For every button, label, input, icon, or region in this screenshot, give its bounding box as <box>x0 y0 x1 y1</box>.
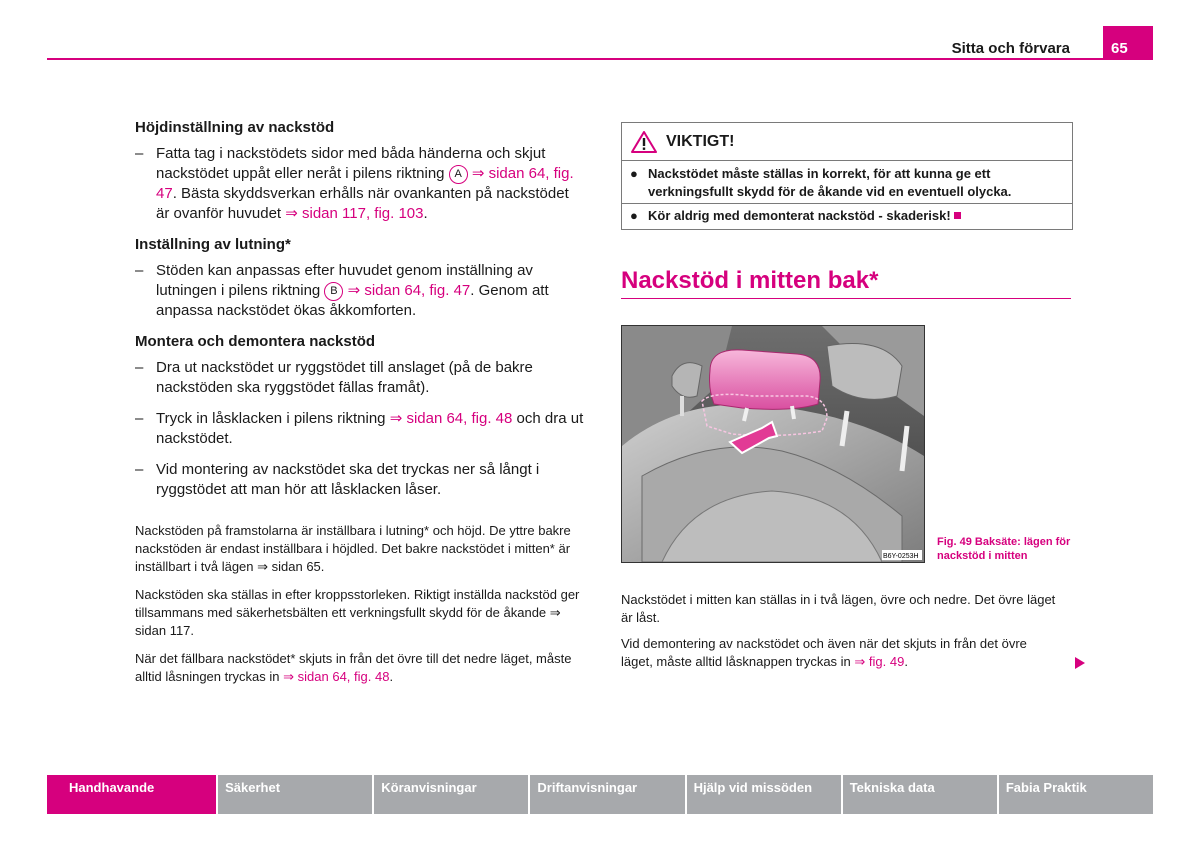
list-item: – Fatta tag i nackstödets sidor med båda händerna och skjut nackstödet uppåt eller neråt i pilens riktning A ⇒ sidan 64, fig. 47. Bästa skyddsverkan erhålls när ovankanten på nackstödet är ovanför huvudet ⇒ sidan 117, fig. 103. <box>135 145 574 222</box>
warning-bullet: ● Nackstödet måste ställas in korrekt, för att kunna ge ett verkningsfullt skydd för de åkande vid en eventuell olycka. <box>630 166 1012 199</box>
note-paragraph: När det fällbara nackstödet* skjuts in från det övre till det nedre läget, måste alltid låsningen tryckas in ⇒ sidan 64, fig. 48. <box>135 651 572 684</box>
tab-driftanvisningar[interactable]: Driftanvisningar <box>530 775 684 814</box>
warning-bullet: ● Kör aldrig med demonterat nackstöd - skaderisk! <box>628 207 1064 225</box>
cross-reference-link[interactable]: ⇒ sidan 64, fig. 48 <box>389 410 513 427</box>
heading-height-adjustment: Höjdinställning av nackstöd <box>135 119 335 136</box>
left-column <box>135 118 585 696</box>
tab-hjalp-vid-missoden[interactable]: Hjälp vid missöden <box>687 775 841 814</box>
figure-49-rear-seat <box>621 325 925 563</box>
cross-reference-link[interactable]: ⇒ sidan 64, fig. 47 <box>156 165 574 202</box>
figure-caption: Fig. 49 Baksäte: lägen för nackstöd i mitten <box>937 536 1071 562</box>
tab-tekniska-data[interactable]: Tekniska data <box>843 775 997 814</box>
continue-arrow-icon <box>1074 656 1086 670</box>
tab-sakerhet[interactable]: Säkerhet <box>218 775 372 814</box>
list-item: – Vid montering av nackstödet ska det tryckas ner så långt i ryggstödet att man hör att låsklacken låser. <box>135 461 540 498</box>
cross-reference-link[interactable]: ⇒ sidan 64, fig. 47 <box>343 282 471 299</box>
warning-box <box>621 122 1073 230</box>
figure-code: B6Y-0253H <box>883 553 919 560</box>
tab-handhavande[interactable]: Handhavande <box>47 775 216 814</box>
tab-fabia-praktik[interactable]: Fabia Praktik <box>999 775 1153 814</box>
right-column-text <box>621 591 1061 679</box>
marker-a: A <box>449 165 468 184</box>
heading-mount-dismount: Montera och demontera nackstöd <box>135 333 376 350</box>
note-paragraph: Nackstöden på framstolarna är inställbara i lutning* och höjd. De yttre bakre nackstöden är endast inställbara i höjdled. Det bakre nackstödet i mitten* är inställbart i två lägen ⇒ sidan 65. <box>135 523 571 574</box>
warning-triangle-icon <box>630 130 658 154</box>
tab-koranvisningar[interactable]: Köranvisningar <box>374 775 528 814</box>
cross-reference-link[interactable]: ⇒ sidan 64, fig. 48 <box>283 669 390 684</box>
footer-nav <box>47 775 1153 814</box>
page-number: 65 <box>1103 26 1153 60</box>
end-marker-icon <box>954 212 961 219</box>
list-item: – Dra ut nackstödet ur ryggstödet till anslaget (på de bakre nackstöden ska ryggstödet fällas framåt). <box>135 359 533 396</box>
section-rule <box>621 298 1071 299</box>
body-paragraph: Vid demontering av nackstödet och även när det skjuts in från det övre läget, måste alltid låsknappen tryckas in ⇒ fig. 49. <box>621 636 1027 669</box>
list-item: – Stöden kan anpassas efter huvudet genom inställning av lutningen i pilens riktning B ⇒ sidan 64, fig. 47. Genom att anpassa nackstödet ökas åkkomforten. <box>135 262 549 319</box>
warning-header <box>622 123 1072 161</box>
note-paragraph: Nackstöden ska ställas in efter kroppsstorleken. Riktigt inställda nackstöd ger tillsammans med säkerhetsbälten ett verkningsfullt skydd för de åkande ⇒ sidan 117. <box>135 587 580 638</box>
header-rule <box>47 58 1153 60</box>
cross-reference-link[interactable]: ⇒ sidan 117, fig. 103 <box>285 205 424 222</box>
list-item: – Tryck in låsklacken i pilens riktning ⇒ sidan 64, fig. 48 och dra ut nackstödet. <box>135 410 584 447</box>
rear-seat-illustration <box>622 326 924 562</box>
cross-reference-link[interactable]: ⇒ fig. 49 <box>854 654 905 669</box>
body-paragraph: Nackstödet i mitten kan ställas in i två lägen, övre och nedre. Det övre läget är låst. <box>621 592 1056 625</box>
heading-tilt-adjustment: Inställning av lutning* <box>135 236 291 253</box>
marker-b: B <box>324 282 343 301</box>
running-header-title: Sitta och förvara <box>951 40 1070 57</box>
warning-title: VIKTIGT! <box>666 132 735 150</box>
section-title: Nackstöd i mitten bak* <box>621 267 879 294</box>
